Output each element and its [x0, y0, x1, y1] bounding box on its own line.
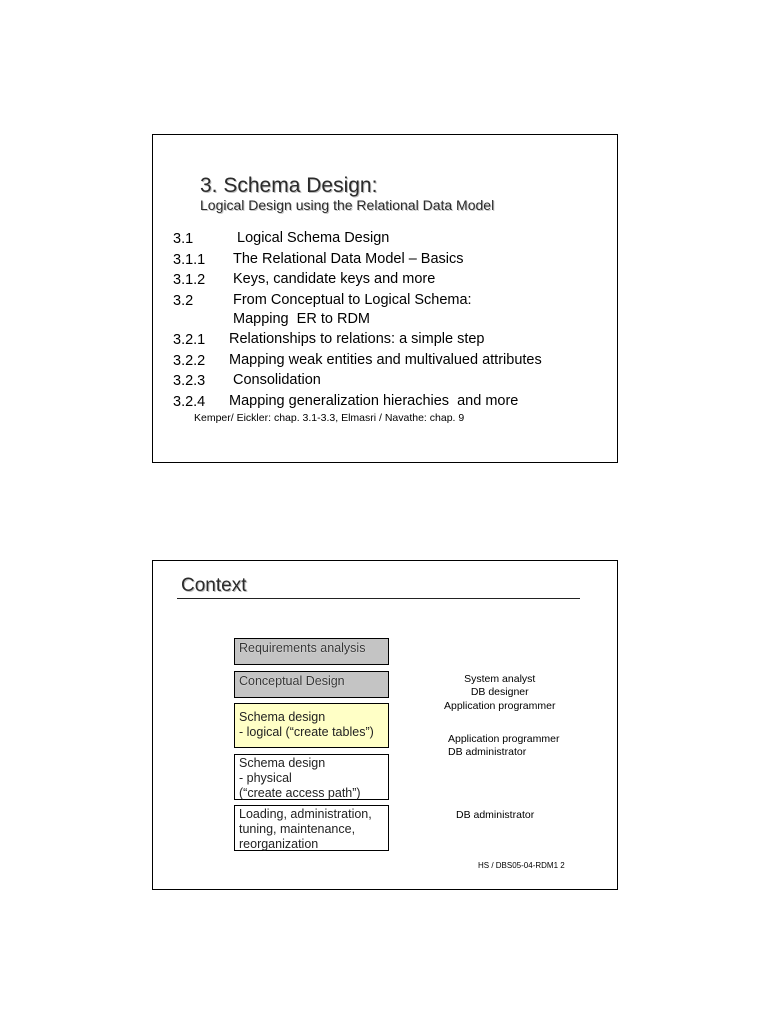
slide-subtitle: Logical Design using the Relational Data Model — [200, 197, 495, 213]
toc-number: 3.1 — [173, 231, 194, 247]
phase-label: tuning, maintenance, — [239, 822, 356, 836]
toc-number: 3.2.3 — [173, 373, 206, 390]
role-label: System analyst — [464, 673, 536, 685]
toc-text: Keys, candidate keys and more — [233, 271, 436, 288]
role-label: DB administrator — [448, 746, 527, 759]
phase-box-loading — [234, 805, 389, 851]
toc-number: 3.2.2 — [173, 352, 206, 369]
toc-text: Consolidation — [233, 372, 321, 389]
toc-number: 3.2 — [173, 292, 194, 309]
toc-number: 3.2.4 — [173, 394, 206, 411]
phase-box-conceptual — [234, 671, 389, 698]
slide-title: Context — [181, 575, 247, 596]
role-label: Application programmer — [444, 699, 556, 712]
toc-number: 3.2.1 — [173, 332, 206, 349]
toc-text: From Conceptual to Logical Schema: — [233, 291, 472, 308]
toc-text-continued: Mapping ER to RDM — [233, 311, 370, 328]
phase-box-logical — [234, 703, 389, 748]
role-label: DB administrator — [456, 809, 535, 821]
role-label: DB designer — [470, 686, 529, 699]
slide-footer: HS / DBS05-04-RDM1 2 — [478, 861, 565, 870]
toc-text: Relationships to relations: a simple step — [229, 331, 485, 348]
phase-label: - physical — [239, 771, 292, 785]
roles-logical — [448, 733, 559, 760]
phase-label: Requirements analysis — [239, 641, 366, 655]
toc-text: Mapping generalization hierachies and more — [229, 393, 519, 410]
source-reference: Kemper/ Eickler: chap. 3.1-3.3, Elmasri / Navathe: chap. 9 — [194, 412, 465, 424]
role-label: Application programmer — [448, 733, 560, 745]
phase-label: Schema design — [239, 756, 326, 770]
toc-text: Mapping weak entities and multivalued attributes — [229, 351, 542, 368]
roles-conceptual — [444, 673, 555, 713]
toc-text: Logical Schema Design — [237, 230, 390, 246]
slide-title: 3. Schema Design: — [200, 174, 378, 197]
title-underline — [177, 598, 580, 599]
phase-box-requirements — [234, 638, 389, 665]
slide-1 — [152, 134, 618, 463]
phase-label: Schema design — [239, 710, 326, 724]
phase-label: - logical (“create tables”) — [239, 725, 374, 739]
phase-box-physical — [234, 754, 389, 800]
toc-number: 3.1.2 — [173, 272, 206, 289]
phase-label: Loading, administration, — [239, 807, 372, 821]
slide-2 — [152, 560, 618, 890]
roles-loading — [456, 809, 534, 822]
toc-number: 3.1.1 — [173, 251, 206, 268]
phase-label: Conceptual Design — [239, 674, 345, 688]
toc-text: The Relational Data Model – Basics — [233, 250, 464, 267]
phase-label: reorganization — [239, 837, 319, 851]
phase-label: (“create access path”) — [239, 786, 361, 800]
